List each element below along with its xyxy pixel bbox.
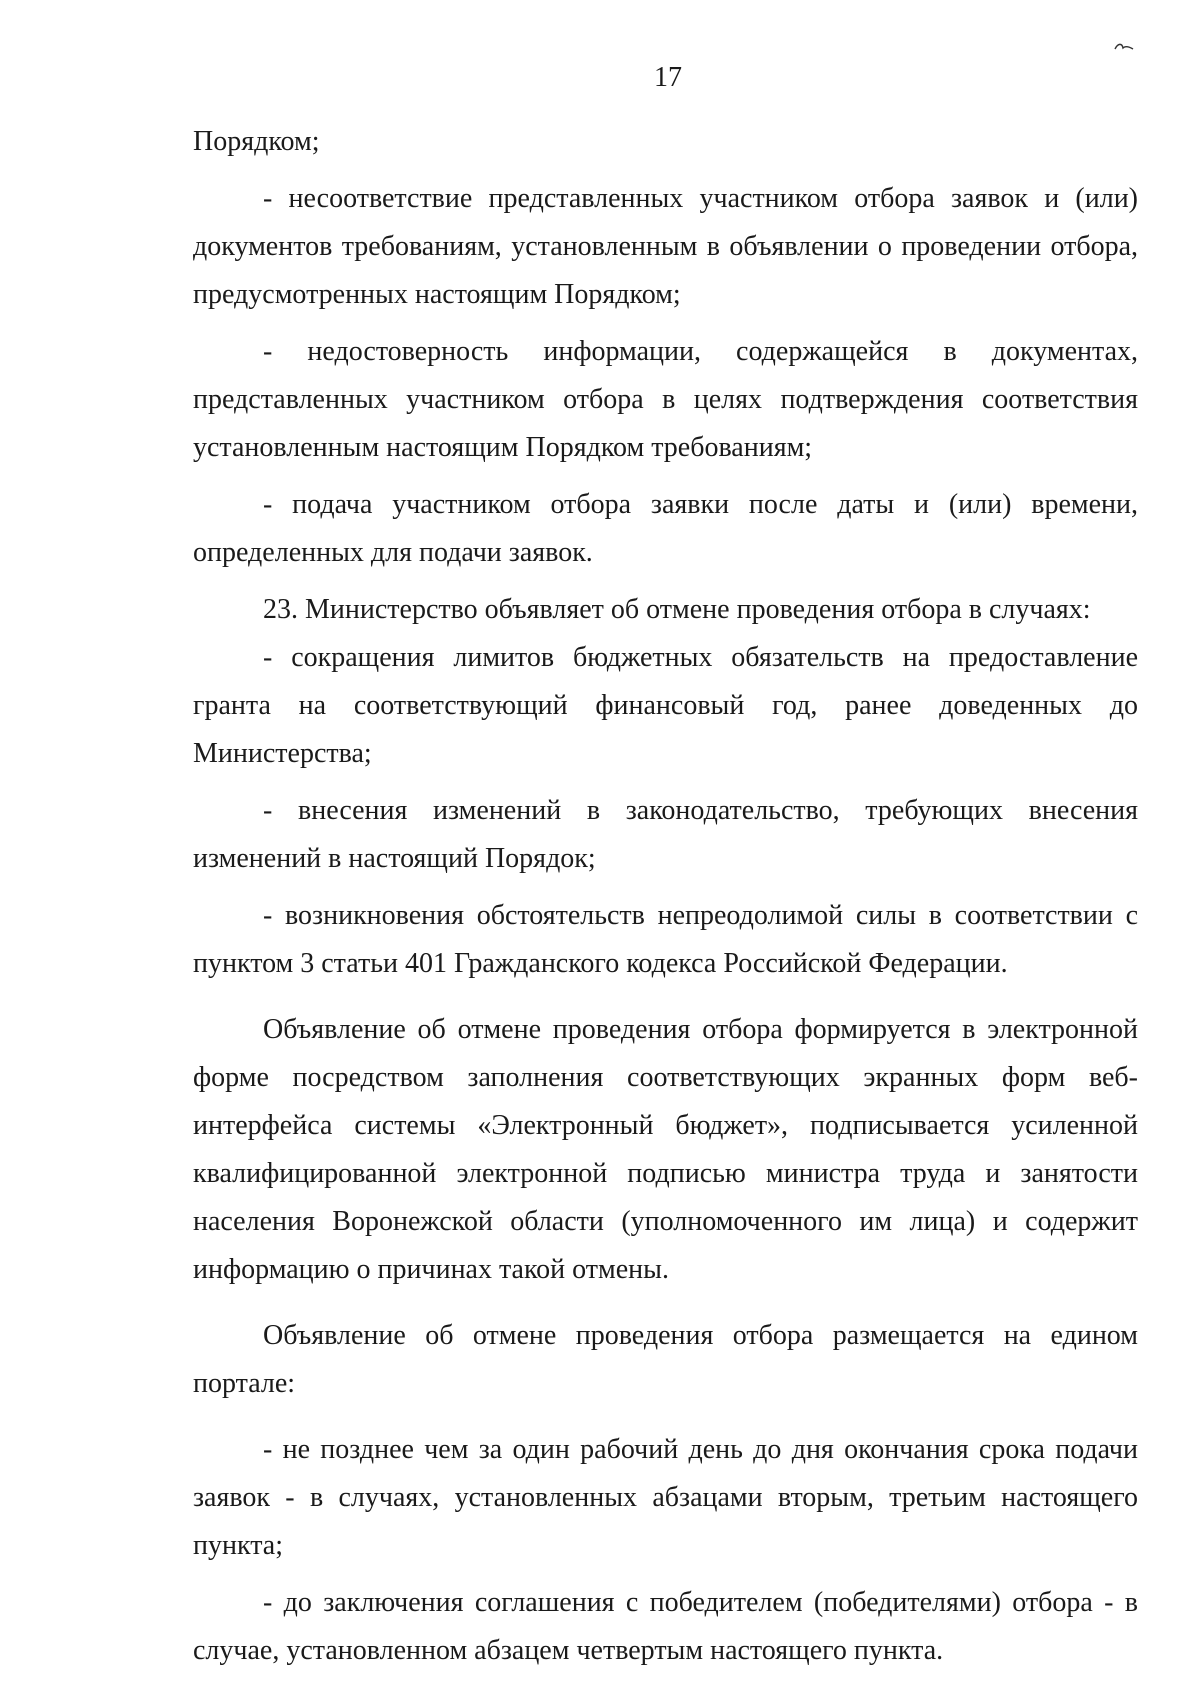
paragraph: - возникновения обстоятельств непреодолимой силы в соответствии с пунктом 3 статьи 401 Гражданского кодекса Российской Федерации. (193, 900, 1138, 979)
paragraph: - подача участником отбора заявки после даты и (или) времени, определенных для подачи заявок. (193, 489, 1138, 568)
paragraph: - несоответствие представленных участником отбора заявок и (или) документов требованиям, установленным в объявлении о проведении отбора, предусмотренных настоящим Порядком; (193, 183, 1138, 310)
document-body (193, 118, 1138, 1675)
paragraph: - сокращения лимитов бюджетных обязательств на предоставление гранта на соответствующий финансовый год, ранее доведенных до Министерства; (193, 642, 1138, 769)
paragraph: Объявление об отмене проведения отбора размещается на едином портале: (193, 1320, 1138, 1399)
paragraph: Порядком; (193, 126, 320, 157)
paragraph: - до заключения соглашения с победителем (победителями) отбора - в случае, установленном абзацем четвертым настоящего пункта. (193, 1587, 1138, 1666)
handwritten-mark-icon (1113, 40, 1135, 54)
paragraph: - внесения изменений в законодательство, требующих внесения изменений в настоящий Порядок; (193, 795, 1138, 874)
page-number: 17 (654, 62, 682, 93)
paragraph: 23. Министерство объявляет об отмене проведения отбора в случаях: (263, 594, 1091, 625)
paragraph: - недостоверность информации, содержащейся в документах, представленных участником отбора в целях подтверждения соответствия установленным настоящим Порядком требованиям; (193, 336, 1138, 463)
paragraph: Объявление об отмене проведения отбора формируется в электронной форме посредством заполнения соответствующих экранных форм веб-интерфейса системы «Электронный бюджет», подписывается усиленной квалифицированной электронной подписью министра труда и занятости населения Воронежской области (уполномоченного им лица) и содержит информацию о причинах такой отмены. (193, 1014, 1138, 1285)
paragraph: - не позднее чем за один рабочий день до дня окончания срока подачи заявок - в случаях, установленных абзацами вторым, третьим настоящего пункта; (193, 1434, 1138, 1561)
